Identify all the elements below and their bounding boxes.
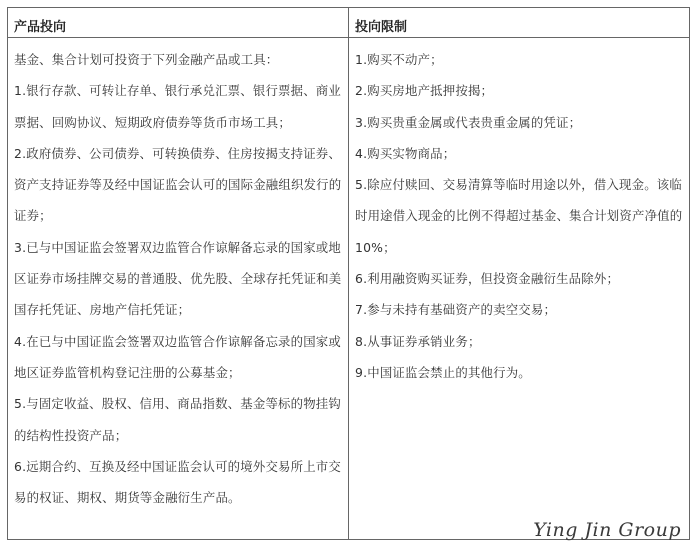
restriction-item-3: 3.购买贵重金属或代表贵重金属的凭证； — [355, 114, 582, 130]
product-item-1: 1.银行存款、可转让存单、银行承兑汇票、银行票据、商业票据、回购协议、短期政府债券等货币市场工具； — [14, 83, 341, 130]
restriction-item-1: 1.购买不动产； — [355, 52, 443, 67]
table-header-row — [8, 8, 690, 38]
restriction-item-8: 8.从事证券承销业务； — [355, 333, 481, 349]
brand-watermark: Ying Jin Group — [533, 519, 681, 541]
product-item-5: 5.与固定收益、股权、信用、商品指数、基金等标的物挂钩的结构性投资产品； — [14, 396, 341, 443]
investment-table — [7, 7, 690, 540]
restriction-item-7: 7.参与未持有基础资产的卖空交易； — [355, 302, 557, 318]
header-investment-restrictions: 投向限制 — [349, 8, 690, 38]
product-item-3: 3.已与中国证监会签署双边监管合作谅解备忘录的国家或地区证券市场挂牌交易的普通股、优先股、全球存托凭证和美国存托凭证、房地产信托凭证； — [14, 239, 342, 318]
product-intro: 基金、集合计划可投资于下列金融产品或工具： — [14, 52, 279, 67]
restriction-item-2: 2.购买房地产抵押按揭； — [355, 83, 494, 99]
product-item-6: 6.远期合约、互换及经中国证监会认可的境外交易所上市交易的权证、期权、期货等金融衍生产品。 — [14, 458, 341, 506]
restriction-item-9: 9.中国证监会禁止的其他行为。 — [355, 364, 531, 380]
product-item-4: 4.在已与中国证监会签署双边监管合作谅解备忘录的国家或地区证券监管机构登记注册的公募基金； — [14, 333, 341, 380]
investment-restrictions-cell — [349, 38, 690, 540]
header-product-direction: 产品投向 — [8, 8, 349, 38]
table-body-row — [8, 38, 690, 540]
restriction-item-5: 5.除应付赎回、交易清算等临时用途以外，借入现金。该临时用途借入现金的比例不得超过基金、集合计划资产净值的10%； — [355, 177, 683, 255]
product-direction-cell — [8, 38, 349, 540]
restriction-item-6: 6.利用融资购买证券，但投资金融衍生品除外； — [355, 271, 620, 287]
restriction-item-4: 4.购买实物商品； — [355, 145, 456, 161]
product-item-2: 2.政府债券、公司债券、可转换债券、住房按揭支持证券、资产支持证券等及经中国证监会认可的国际金融组织发行的证券； — [14, 145, 342, 224]
